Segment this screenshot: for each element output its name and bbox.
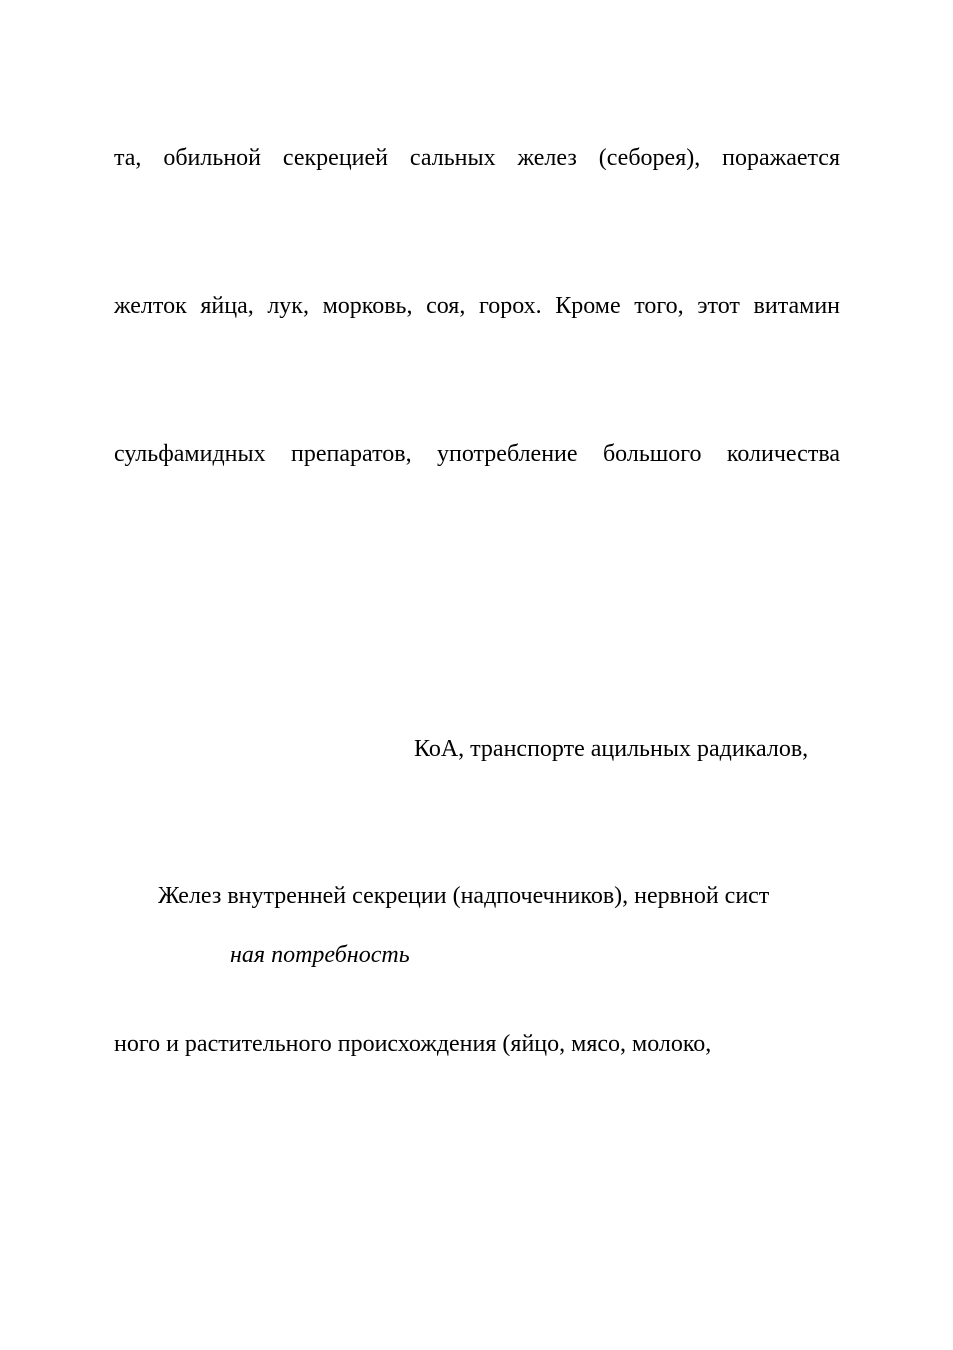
text-line-4: КоА, транспорте ацильных радикалов, bbox=[414, 736, 809, 762]
text-line-3: сульфамидных препаратов, употребление большого количества bbox=[114, 441, 840, 467]
text-line-7: ного и растительного происхождения (яйцо, мясо, молоко, bbox=[114, 1031, 712, 1057]
text-line-2: желток яйца, лук, морковь, соя, горох. Кроме того, этот витамин bbox=[114, 293, 840, 319]
text-line-1: та, обильной секрецией сальных желез (себорея), поражается bbox=[114, 145, 840, 171]
italic-text-line: ная потребность bbox=[230, 942, 410, 968]
text-line-5: Желез внутренней секреции (надпочечников), нервной сист bbox=[158, 883, 770, 909]
